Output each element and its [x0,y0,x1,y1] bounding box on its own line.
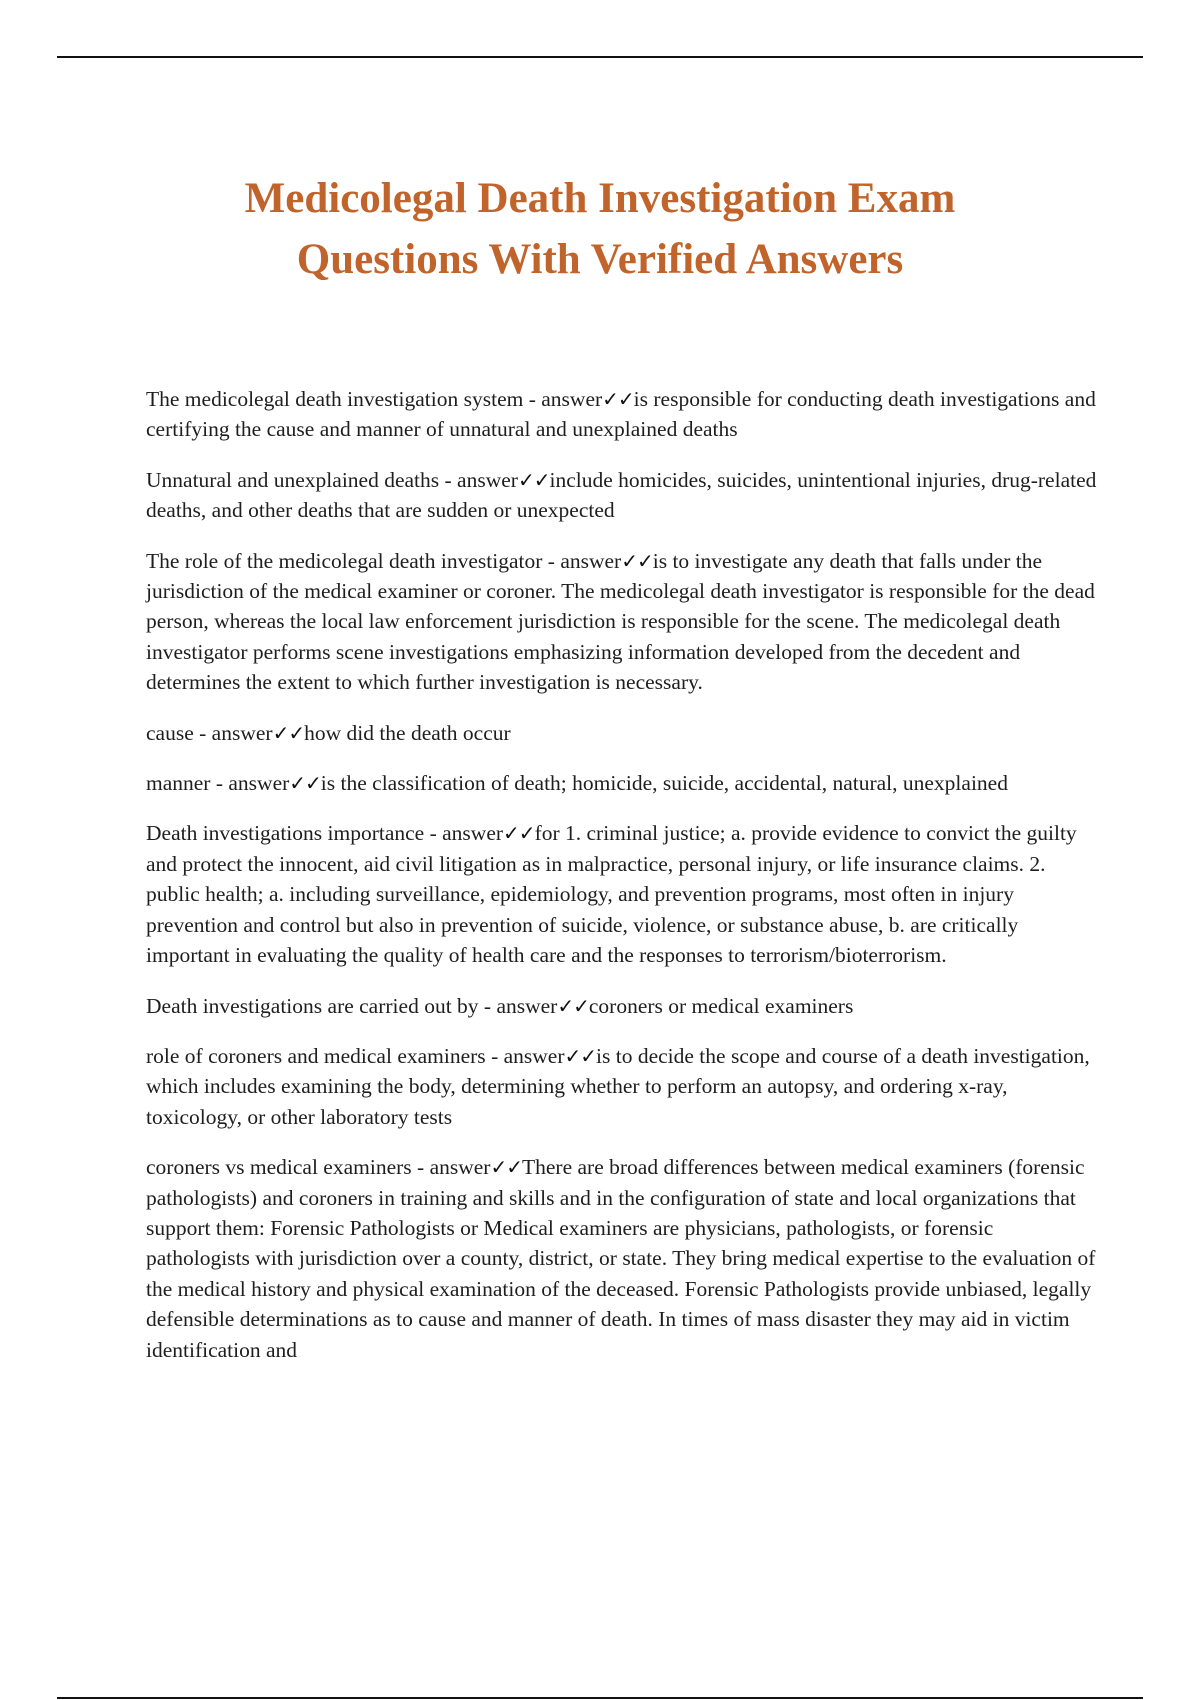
question-text: Death investigations are carried out by [146,993,479,1018]
answer-text: is to decide the scope and course of a death investigation, which includes examining the body, determining whether to perform an autopsy, and ordering x-ray, toxicology, or other laboratory tests [146,1043,1090,1129]
qa-item [146,718,1098,748]
double-check-icon: ✓✓ [272,720,305,745]
title-line-2: Questions With Verified Answers [296,236,904,283]
question-text: coroners vs medical examiners [146,1155,412,1180]
answer-text: include homicides, suicides, unintentional injuries, drug-related deaths, and other deaths that are sudden or unexpected [146,467,1097,523]
qa-item [146,768,1098,798]
answer-separator: - answer [478,993,558,1018]
answer-separator: - answer [411,1155,491,1180]
page-title [100,168,1100,290]
answer-text: how did the death occur [304,720,511,745]
answer-text: is the classification of death; homicide, suicide, accidental, natural, unexplained [320,771,1008,796]
answer-text: is responsible for conducting death investigations and certifying the cause and manner of unnatural and unexplained deaths [146,387,1096,442]
answer-text: There are broad differences between medical examiners (forensic pathologists) and coroners in training and skills and in the configuration of state and local organizations that support them: Forensic Pathologists or Medical examiners are physicians, pathologists, or forensic pathologists with jurisdiction over a county, district, or state. They bring medical expertise to the evaluation of the medical history and physical examination of the deceased. Forensic Pathologists provide unbiased, legally defensible determinations as to cause and manner of death. In times of mass disaster they may aid in victim identification and [146,1155,1096,1362]
qa-item [146,1041,1098,1132]
question-text: manner [146,771,211,796]
double-check-icon: ✓✓ [490,1155,522,1180]
double-check-icon: ✓✓ [289,771,321,796]
answer-separator: - answer [439,467,518,492]
double-check-icon: ✓✓ [503,821,535,846]
question-text: cause [146,720,194,745]
answer-separator: - answer [485,1043,565,1068]
double-check-icon: ✓✓ [602,387,634,411]
top-rule [57,56,1143,58]
double-check-icon: ✓✓ [517,467,550,492]
question-text: The role of the medicolegal death investigator [146,548,543,573]
answer-separator: - answer [424,821,504,846]
answer-separator: - answer [193,720,273,745]
answer-text: coroners or medical examiners [588,993,854,1018]
qa-list [146,384,1098,1385]
question-text: The medicolegal death investigation system [146,387,524,411]
answer-separator: - answer [210,771,290,796]
bottom-rule [57,1697,1143,1699]
title-line-1: Medicolegal Death Investigation Exam [244,175,956,222]
question-text: Unnatural and unexplained deaths [146,467,440,492]
double-check-icon: ✓✓ [564,1043,597,1068]
qa-item [146,818,1098,970]
qa-item [146,384,1098,445]
qa-item [146,991,1098,1021]
qa-item [146,546,1098,698]
double-check-icon: ✓✓ [621,548,653,573]
answer-separator: - answer [523,387,603,411]
answer-separator: - answer [542,548,622,573]
answer-text: is to investigate any death that falls under the jurisdiction of the medical examiner or coroner. The medicolegal death investigator is responsible for the dead person, whereas the local law enforcement jurisdiction is responsible for the scene. The medicolegal death investigator performs scene investigations emphasizing information developed from the decedent and determines the extent to which further investigation is necessary. [146,548,1095,695]
qa-item [146,465,1098,526]
question-text: role of coroners and medical examiners [146,1043,486,1068]
qa-item [146,1152,1098,1365]
double-check-icon: ✓✓ [557,993,589,1018]
question-text: Death investigations importance [146,821,425,846]
answer-text: for 1. criminal justice; a. provide evidence to convict the guilty and protect the innocent, aid civil litigation as in malpractice, personal injury, or life insurance claims. 2. public health; a. including surveillance, epidemiology, and prevention programs, most often in injury prevention and control but also in prevention of suicide, violence, or substance abuse, b. are critically important in evaluating the quality of health care and the responses to terrorism/bioterrorism. [146,821,1077,968]
